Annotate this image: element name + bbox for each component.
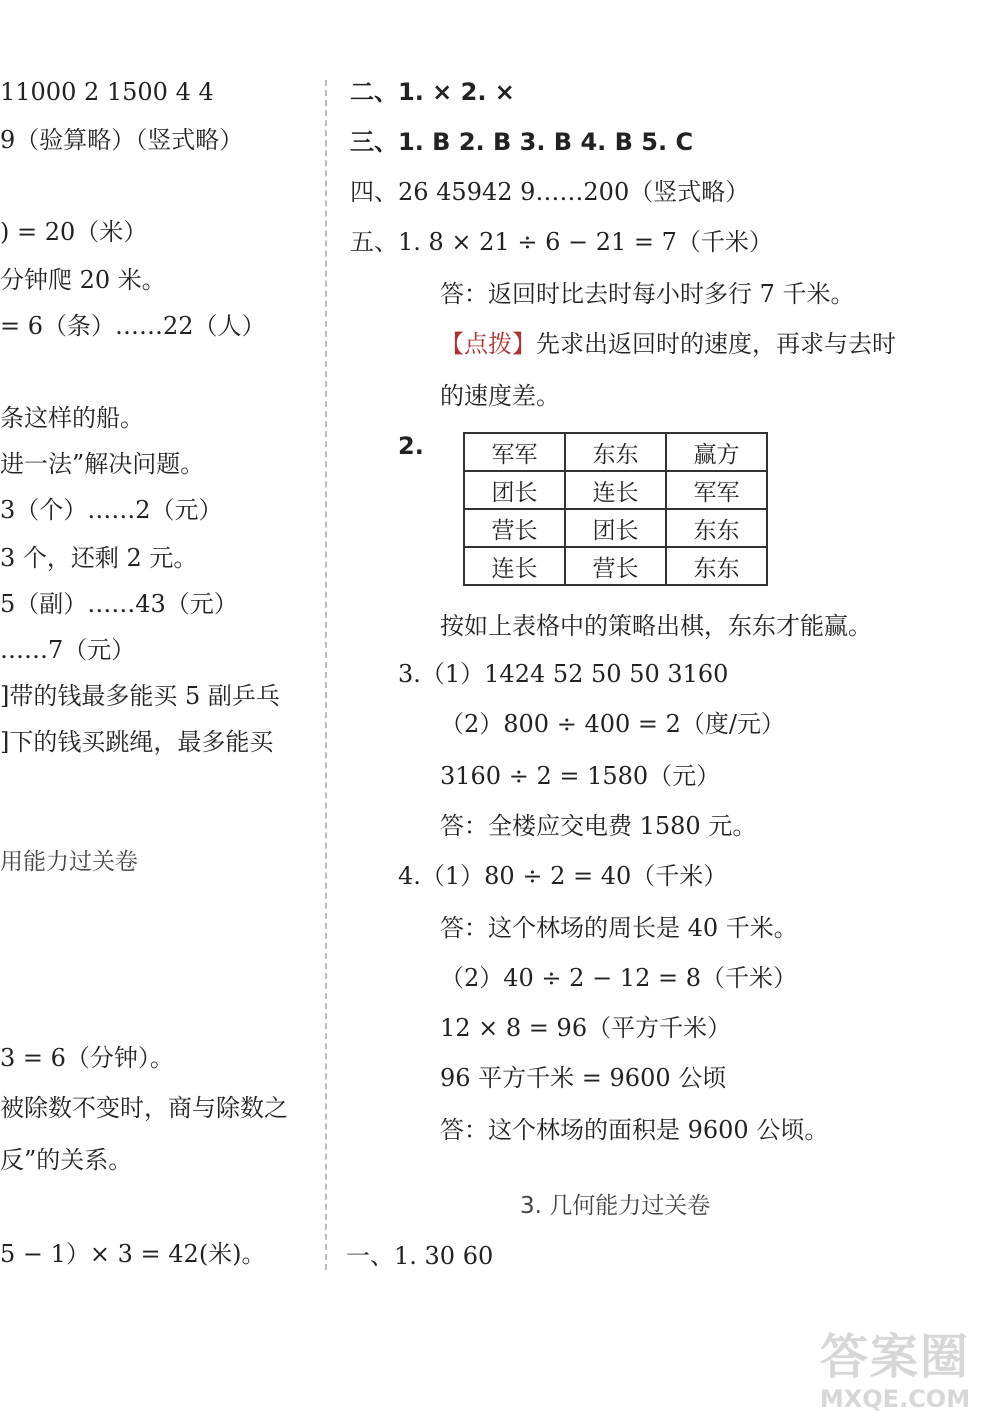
- left-line-9: 3 个，还剩 2 元。: [0, 544, 198, 572]
- left-line-11: ……7（元）: [0, 636, 136, 664]
- left-line-7: 进一法”解决问题。: [0, 450, 205, 478]
- left-line-4: 分钟爬 20 米。: [0, 266, 166, 294]
- hint-text-1: 先求出返回时的速度，再求与去时: [536, 330, 896, 358]
- hint-line-2: 的速度差。: [440, 382, 560, 410]
- table-row: [464, 433, 767, 471]
- table-cell: 东东: [666, 509, 767, 547]
- watermark-logo: [800, 1329, 990, 1419]
- answer-5-4-1: 4.（1）80 ÷ 2 = 40（千米）: [398, 862, 728, 890]
- answer-section-4: 四、26 45942 9……200（竖式略）: [350, 178, 750, 206]
- answer-section-2: 二、1. × 2. ×: [350, 78, 515, 106]
- answer-5-3-2: （2）800 ÷ 400 = 2（度/元）: [440, 710, 785, 738]
- left-line-10: 5（副）……43（元）: [0, 590, 238, 618]
- left-line-2: 9（验算略）（竖式略）: [0, 126, 244, 154]
- hint-line-1: [440, 328, 896, 360]
- answer-5-3-1: 3.（1）1424 52 50 50 3160: [398, 660, 729, 688]
- table-cell: 赢方: [666, 433, 767, 471]
- answer-5-4-reply: 答：这个林场的面积是 9600 公顷。: [440, 1116, 829, 1144]
- table-cell: 军军: [666, 471, 767, 509]
- left-line-15: 被除数不变时，商与除数之: [0, 1094, 288, 1122]
- answer-5-2-label: 2.: [398, 432, 424, 460]
- table-cell: 团长: [565, 509, 666, 547]
- table-cell: 军军: [464, 433, 565, 471]
- table-row: [464, 509, 767, 547]
- table-cell: 东东: [666, 547, 767, 585]
- answer-5-4-4: 96 平方千米 = 9600 公顷: [440, 1064, 727, 1092]
- answer-5-4-3: 12 × 8 = 96（平方千米）: [440, 1014, 732, 1042]
- left-line-13: ]下的钱买跳绳，最多能买: [0, 728, 274, 756]
- left-line-14: 3 = 6（分钟）。: [0, 1044, 174, 1072]
- table-row: [464, 547, 767, 585]
- left-line-16: 反”的关系。: [0, 1146, 133, 1174]
- answer-5-1: 五、1. 8 × 21 ÷ 6 − 21 = 7（千米）: [350, 228, 773, 256]
- left-line-5: = 6（条）……22（人）: [0, 312, 266, 340]
- answer-5-3-3: 3160 ÷ 2 = 1580（元）: [440, 762, 721, 790]
- geometry-answer-1: 一、1. 30 60: [346, 1242, 494, 1270]
- strategy-table: [463, 432, 768, 586]
- table-cell: 团长: [464, 471, 565, 509]
- answer-5-4-2: （2）40 ÷ 2 − 12 = 8（千米）: [440, 964, 797, 992]
- table-cell: 连长: [565, 471, 666, 509]
- section-title-geometry: 3. 几何能力过关卷: [520, 1193, 711, 1219]
- table-cell: 东东: [565, 433, 666, 471]
- left-line-17: 5 − 1）× 3 = 42(米)。: [0, 1240, 266, 1268]
- watermark-url: MXQE.COM: [819, 1385, 971, 1413]
- watermark-text: 答案圈: [819, 1329, 970, 1385]
- table-row: [464, 471, 767, 509]
- table-cell: 营长: [464, 509, 565, 547]
- left-line-12: ]带的钱最多能买 5 副乒乓: [0, 682, 280, 710]
- table-cell: 营长: [565, 547, 666, 585]
- answer-5-4-1-reply: 答：这个林场的周长是 40 千米。: [440, 914, 798, 942]
- left-line-1: 11000 2 1500 4 4: [0, 78, 214, 106]
- left-line-6: 条这样的船。: [0, 404, 144, 432]
- answer-section-3: 三、1. B 2. B 3. B 4. B 5. C: [350, 128, 694, 156]
- left-section-title: 用能力过关卷: [0, 849, 138, 875]
- column-divider: [325, 80, 327, 1270]
- answer-5-1-reply: 答：返回时比去时每小时多行 7 千米。: [440, 280, 855, 308]
- left-line-8: 3（个）……2（元）: [0, 496, 223, 524]
- hint-label: 【点拨】: [440, 330, 536, 358]
- table-cell: 连长: [464, 547, 565, 585]
- left-line-3: ) = 20（米）: [0, 218, 148, 246]
- answer-5-2-reply: 按如上表格中的策略出棋，东东才能赢。: [440, 612, 872, 640]
- answer-5-3-reply: 答：全楼应交电费 1580 元。: [440, 812, 757, 840]
